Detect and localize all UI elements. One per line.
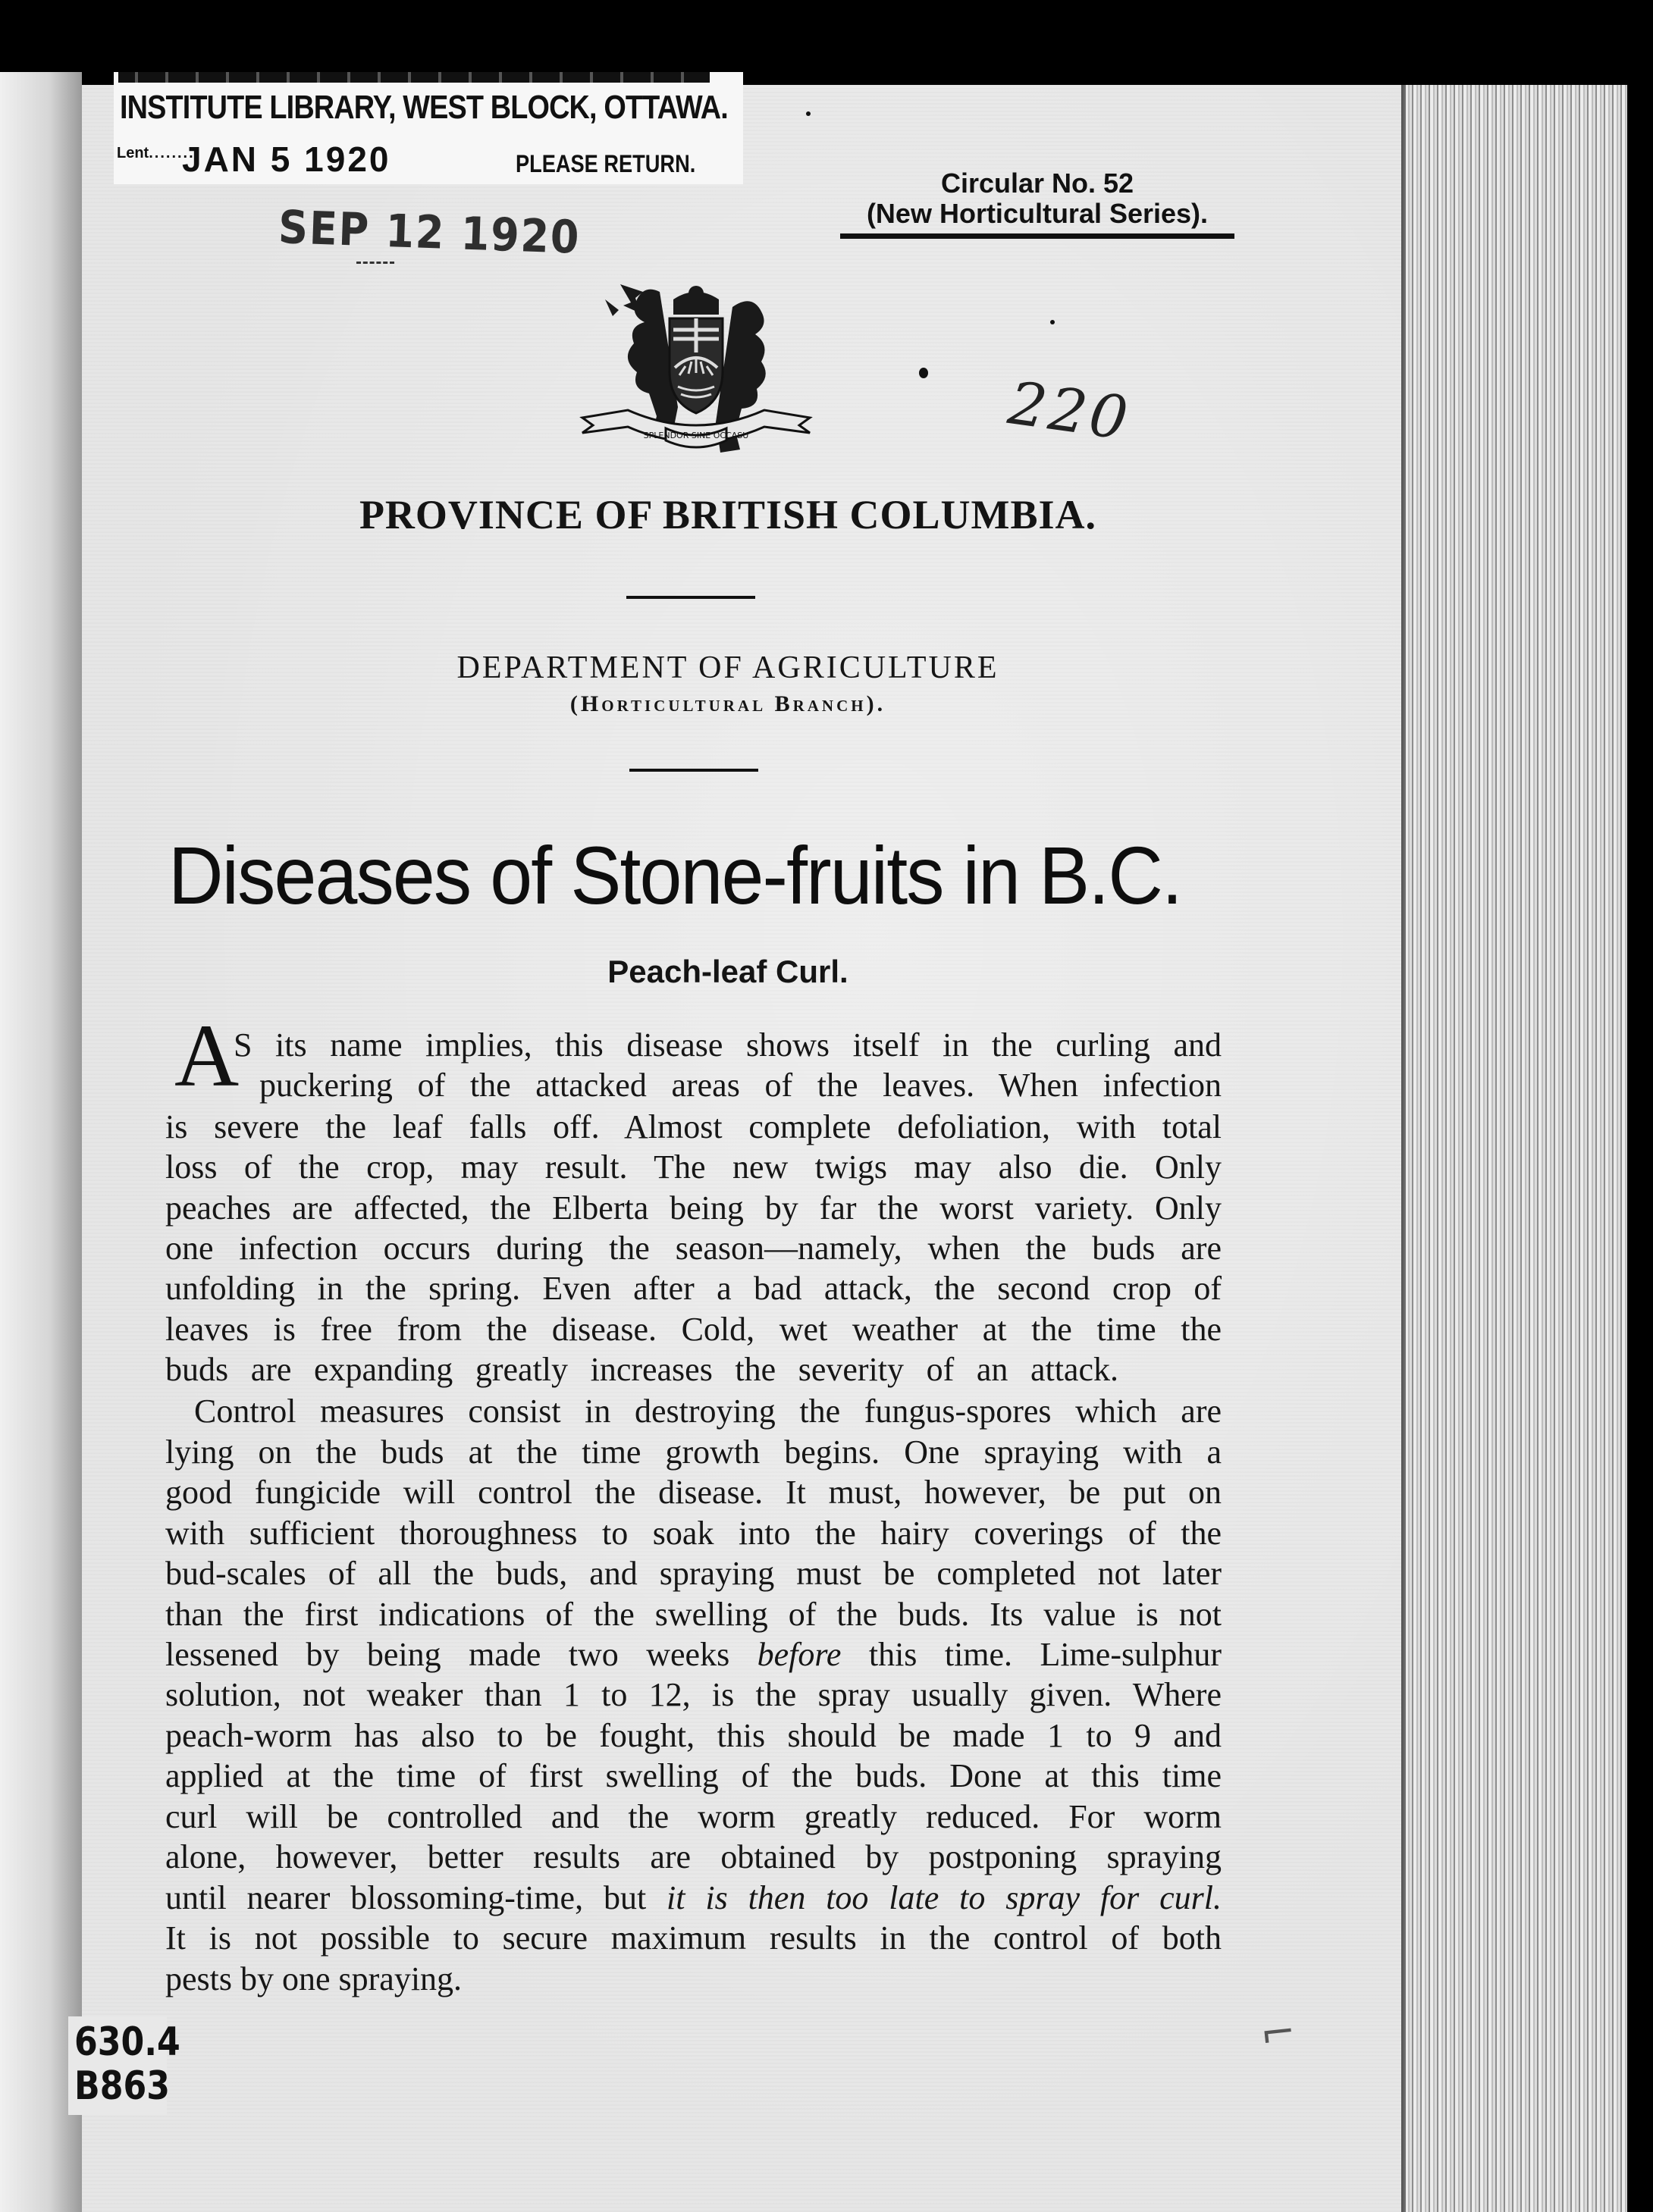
- body-line: leaves is free from the disease. Cold, wet weather at the time the: [165, 1311, 1222, 1348]
- section-subtitle: Peach-leaf Curl.: [607, 954, 848, 989]
- slip-torn-header: [118, 72, 710, 83]
- emphasis-before: before: [757, 1636, 842, 1673]
- handwritten-number: 220: [1004, 369, 1135, 454]
- body-line: Control measures consist in destroying the fungus-spores which are: [194, 1393, 1222, 1430]
- please-return-label: PLEASE RETURN.: [516, 150, 696, 177]
- body-line: bud-scales of all the buds, and spraying must be completed not later: [165, 1555, 1222, 1592]
- crest-motto: SPLENDOR SINE OCCASU: [643, 431, 749, 440]
- body-line: alone, however, better results are obtained by postponing spraying: [165, 1838, 1222, 1875]
- circular-number-block: [840, 168, 1234, 239]
- coat-of-arms-icon: [575, 277, 817, 456]
- body-line: applied at the time of first swelling of the buds. Done at this time: [165, 1757, 1222, 1794]
- date-stamp: SEP 12 1920: [278, 201, 582, 265]
- ink-speck: [806, 111, 811, 116]
- body-line: than the first indications of the swelling of the buds. Its value is not: [165, 1596, 1222, 1633]
- department-heading: DEPARTMENT OF AGRICULTURE: [456, 650, 999, 685]
- body-line: puckering of the attacked areas of the leaves. When infection: [259, 1067, 1222, 1104]
- body-line: peaches are affected, the Elberta being by far the worst variety. Only: [165, 1189, 1222, 1227]
- province-heading: PROVINCE OF BRITISH COLUMBIA.: [359, 492, 1097, 537]
- book-spine-left: [0, 72, 82, 2212]
- drop-cap: A: [174, 1006, 240, 1105]
- body-line: It is not possible to secure maximum results in the control of both: [165, 1919, 1222, 1957]
- circular-number: Circular No. 52: [940, 168, 1134, 199]
- body-line: lying on the buds at the time growth begins. One spraying with a: [165, 1433, 1222, 1471]
- body-line: unfolding in the spring. Even after a bad attack, the second crop of: [165, 1270, 1222, 1307]
- shelf-mark-class: 630.4: [74, 2019, 180, 2065]
- body-line: until nearer blossoming-time, but it is then too late to spray for curl.: [165, 1879, 1222, 1916]
- divider-rule: [629, 769, 758, 772]
- body-line: curl will be controlled and the worm greatly reduced. For worm: [165, 1798, 1222, 1835]
- body-line: good fungicide will control the disease. It must, however, be put on: [165, 1474, 1222, 1511]
- circular-series: (New Horticultural Series).: [866, 198, 1209, 229]
- circular-underline: [840, 233, 1234, 239]
- body-line: with sufficient thoroughness to soak into the hairy coverings of the: [165, 1515, 1222, 1552]
- body-line: buds are expanding greatly increases the severity of an attack.: [165, 1351, 1118, 1388]
- body-line: peach-worm has also to be fought, this should be made 1 to 9 and: [165, 1717, 1222, 1754]
- divider-rule: [626, 596, 755, 599]
- page-edges-right: [1401, 85, 1627, 2212]
- document-title: Diseases of Stone-fruits in B.C.: [168, 829, 1182, 921]
- emphasis-too-late: it is then too late to spray for curl.: [667, 1879, 1222, 1916]
- body-line: one infection occurs during the season—namely, when the buds are: [165, 1230, 1222, 1267]
- stamp-underline: [356, 262, 394, 267]
- ink-speck: [919, 368, 928, 378]
- body-line: S its name implies, this disease shows itself in the curling and: [234, 1026, 1222, 1064]
- ink-speck: [1050, 320, 1055, 324]
- pencil-mark: ⌐: [1257, 2007, 1299, 2060]
- library-name: INSTITUTE LIBRARY, WEST BLOCK, OTTAWA.: [120, 89, 728, 126]
- body-line: is severe the leaf falls off. Almost complete defoliation, with total: [165, 1108, 1222, 1145]
- lent-date: JAN 5 1920: [182, 139, 391, 179]
- body-line: lessened by being made two weeks before this time. Lime-sulphur: [165, 1636, 1222, 1673]
- shelf-mark: [74, 2020, 180, 2108]
- body-line: loss of the crop, may result. The new twigs may also die. Only: [165, 1148, 1222, 1186]
- branch-heading: (Horticultural Branch).: [569, 691, 886, 716]
- lent-label: Lent........: [117, 145, 195, 161]
- shelf-mark-cutter: B863: [74, 2063, 170, 2109]
- body-line: solution, not weaker than 1 to 12, is the spray usually given. Where: [165, 1676, 1222, 1713]
- library-slip: [114, 72, 743, 184]
- body-line: pests by one spraying.: [165, 1960, 463, 1997]
